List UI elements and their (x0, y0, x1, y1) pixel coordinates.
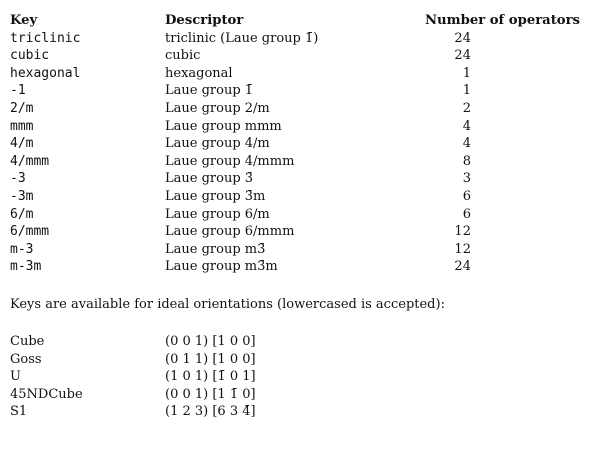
table-row (10, 241, 580, 259)
row-operators: 4 (462, 118, 471, 134)
row-key: -3m (10, 188, 34, 204)
row-descriptor: Laue group 3̄m (165, 188, 266, 204)
row-descriptor: cubic (165, 48, 201, 64)
table-header-row (10, 12, 580, 30)
row-key: 4/m (10, 136, 34, 152)
symmetry-table-body (10, 30, 580, 276)
row-key: 6/mmm (10, 224, 50, 240)
orientation-row (10, 386, 465, 404)
orientation-row (10, 368, 465, 386)
table-row (10, 82, 580, 100)
row-key: m-3 (10, 241, 34, 257)
row-descriptor: Laue group 4/mmm (165, 153, 295, 169)
orientation-indices: (0 0 1) [1 1̄ 0] (165, 386, 256, 402)
row-key: triclinic (10, 30, 81, 46)
row-descriptor: Laue group 1̄ (165, 83, 254, 99)
table-row (10, 135, 580, 153)
row-descriptor: Laue group 2/m (165, 100, 270, 116)
header-key: Key (10, 13, 38, 28)
orientation-name: U (10, 369, 21, 385)
orientation-name: 45NDCube (10, 386, 83, 402)
table-row (10, 65, 580, 83)
row-operators: 6 (462, 206, 471, 222)
row-descriptor: Laue group 6/mmm (165, 224, 295, 240)
symmetry-table (10, 12, 580, 276)
row-key: 2/m (10, 100, 34, 116)
row-operators: 6 (462, 188, 471, 204)
orientation-indices: (0 0 1) [1 0 0] (165, 333, 256, 349)
orientation-indices: (1 2 3) [6 3 4̄] (165, 404, 256, 420)
row-descriptor: Laue group 3̄ (165, 171, 254, 187)
orientation-indices: (1 0 1) [1̄ 0 1] (165, 369, 256, 385)
table-row (10, 100, 580, 118)
row-operators: 1 (462, 65, 471, 81)
orientation-table-body (10, 333, 465, 421)
row-key: -1 (10, 83, 26, 99)
row-descriptor: Laue group m3̄ (165, 241, 266, 257)
row-descriptor: hexagonal (165, 65, 233, 81)
row-operators: 12 (454, 224, 471, 240)
header-descriptor: Descriptor (165, 13, 244, 28)
row-descriptor: Laue group m3̄m (165, 259, 278, 275)
table-row (10, 188, 580, 206)
row-key: -3 (10, 171, 26, 187)
orientation-table (10, 333, 465, 421)
document-page (10, 12, 604, 421)
row-operators: 24 (454, 30, 471, 46)
row-operators: 1 (462, 83, 471, 99)
orientation-row (10, 403, 465, 421)
row-key: cubic (10, 48, 50, 64)
row-key: mmm (10, 118, 34, 134)
row-key: 6/m (10, 206, 34, 222)
row-operators: 4 (462, 136, 471, 152)
orientation-row (10, 333, 465, 351)
table-row (10, 47, 580, 65)
orientation-intro: Keys are available for ideal orientations (lowercased is accepted): (10, 296, 445, 312)
orientation-name: Goss (10, 351, 42, 367)
row-operators: 2 (462, 100, 471, 116)
row-descriptor: Laue group 6/m (165, 206, 270, 222)
orientation-row (10, 351, 465, 369)
table-row (10, 206, 580, 224)
row-operators: 8 (462, 153, 471, 169)
table-row (10, 153, 580, 171)
row-descriptor: Laue group 4/m (165, 136, 270, 152)
row-key: 4/mmm (10, 153, 50, 169)
table-row (10, 30, 580, 48)
row-operators: 3 (462, 171, 471, 187)
row-key: hexagonal (10, 65, 81, 81)
orientation-name: Cube (10, 333, 45, 349)
row-operators: 24 (454, 48, 471, 64)
table-row (10, 223, 580, 241)
orientation-indices: (0 1 1) [1 0 0] (165, 351, 256, 367)
table-row (10, 258, 580, 276)
row-key: m-3m (10, 259, 42, 275)
row-descriptor: triclinic (Laue group 1̄) (165, 30, 319, 46)
orientation-name: S1 (10, 404, 28, 420)
row-operators: 24 (454, 259, 471, 275)
row-operators: 12 (454, 241, 471, 257)
table-row (10, 170, 580, 188)
table-row (10, 118, 580, 136)
header-operators: Number of operators (425, 13, 580, 28)
row-descriptor: Laue group mmm (165, 118, 282, 134)
